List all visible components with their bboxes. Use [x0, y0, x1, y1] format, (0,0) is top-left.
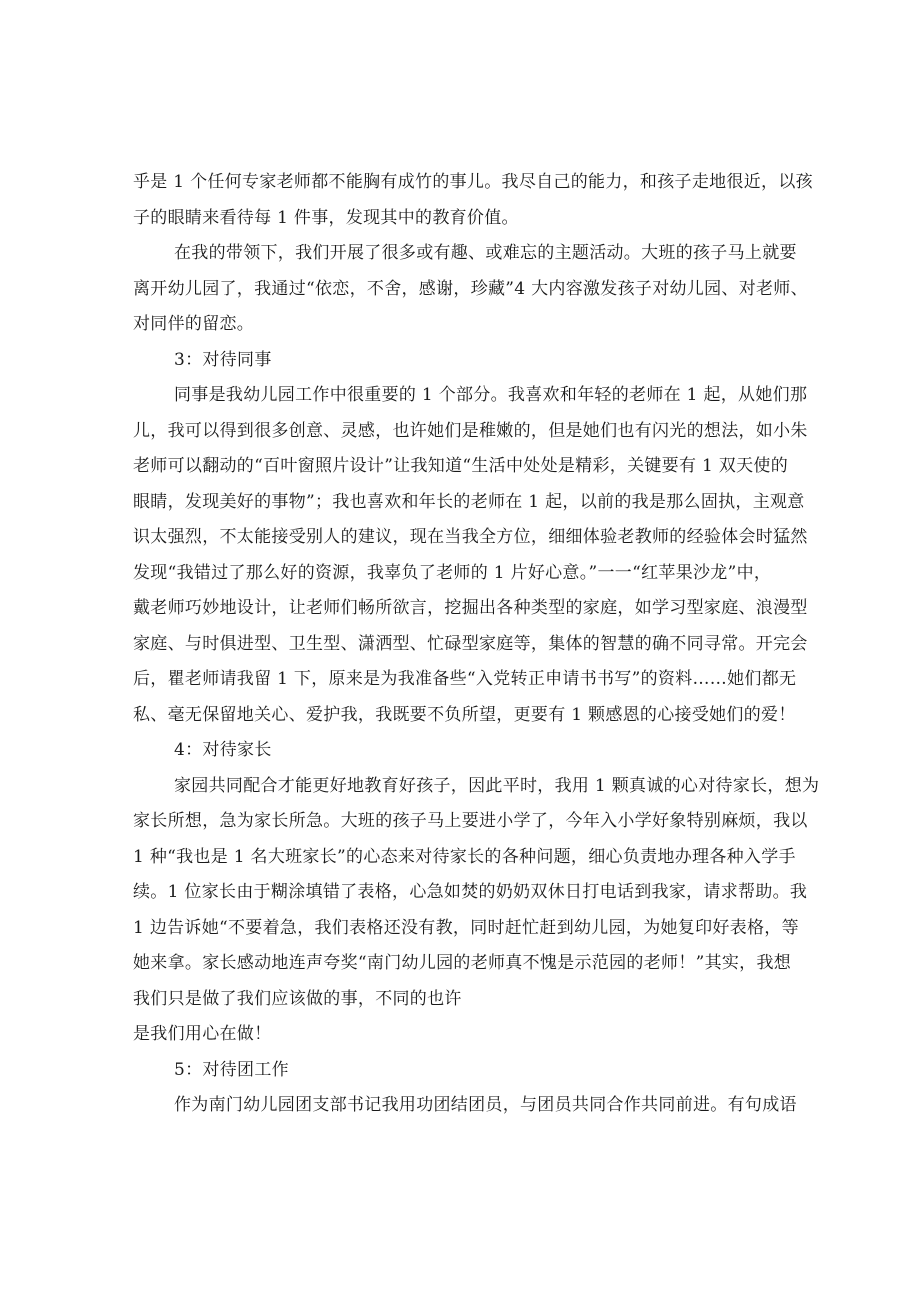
paragraph-line: 子的眼睛来看待每 1 件事，发现其中的教育价值。	[133, 208, 519, 228]
paragraph-line: 儿，我可以得到很多创意、灵感，也许她们是稚嫩的，但是她们也有闪光的想法，如小朱	[133, 421, 808, 441]
paragraph-line: 我们只是做了我们应该做的事，不同的也许	[133, 989, 462, 1009]
paragraph-line: 戴老师巧妙地设计，让老师们畅所欲言，挖掘出各种类型的家庭，如学习型家庭、浪漫型	[133, 598, 808, 618]
paragraph-line: 私、毫无保留地关心、爱护我，我既要不负所望，更要有 1 颗感恩的心接受她们的爱！	[133, 705, 796, 725]
paragraph-line: 她来拿。家长感动地连声夸奖“南门幼儿园的老师真不愧是示范园的老师！”其实，我想	[133, 953, 792, 973]
paragraph-line: 同事是我幼儿园工作中很重要的 1 个部分。我喜欢和年轻的老师在 1 起，从她们那	[174, 385, 808, 405]
section-heading: 4：对待家长	[174, 740, 272, 760]
paragraph-line: 是我们用心在做！	[133, 1024, 272, 1044]
paragraph-line: 作为南门幼儿园团支部书记我用功团结团员，与团员共同合作共同前进。有句成语	[174, 1095, 797, 1115]
paragraph-line: 老师可以翻动的“百叶窗照片设计”让我知道“生活中处处是精彩，关键要有 1 双天使的	[133, 456, 788, 476]
paragraph-line: 识太强烈，不太能接受别人的建议，现在当我全方位，细细体验老教师的经验体会时猛然	[133, 527, 808, 547]
paragraph-line: 家长所想，急为家长所急。大班的孩子马上要进小学了，今年入小学好象特别麻烦，我以	[133, 811, 808, 831]
paragraph-line: 续。1 位家长由于糊涂填错了表格，心急如焚的奶奶双休日打电话到我家，请求帮助。我	[133, 882, 808, 902]
paragraph-line: 眼睛，发现美好的事物”；我也喜欢和年长的老师在 1 起，以前的我是那么固执，主观意	[133, 492, 805, 512]
paragraph-line: 发现“我错过了那么好的资源，我辜负了老师的 1 片好心意。”一一“红苹果沙龙”中，	[133, 563, 772, 583]
section-heading: 3：对待同事	[174, 350, 272, 370]
paragraph-line: 在我的带领下，我们开展了很多或有趣、或难忘的主题活动。大班的孩子马上就要	[174, 243, 797, 263]
paragraph-line: 后，瞿老师请我留 1 下，原来是为我准备些“入党转正申请书书写”的资料……她们都无	[133, 669, 797, 689]
paragraph-line: 离开幼儿园了，我通过“依恋，不舍，感谢，珍藏”4 大内容激发孩子对幼儿园、对老师、	[133, 279, 808, 299]
paragraph-line: 家庭、与时俱进型、卫生型、潇洒型、忙碌型家庭等，集体的智慧的确不同寻常。开完会	[133, 634, 808, 654]
paragraph-line: 家园共同配合才能更好地教育好孩子，因此平时，我用 1 颗真诚的心对待家长，想为	[174, 776, 820, 796]
paragraph-line: 对同伴的留恋。	[133, 314, 255, 334]
section-heading: 5：对待团工作	[174, 1060, 289, 1080]
paragraph-line: 1 边告诉她“不要着急，我们表格还没有教，同时赶忙赶到幼儿园，为她复印好表格，等	[133, 918, 799, 938]
paragraph-line: 1 种“我也是 1 名大班家长”的心态来对待家长的各种问题，细心负责地办理各种入学手	[133, 847, 796, 867]
paragraph-line: 乎是 1 个任何专家老师都不能胸有成竹的事儿。我尽自己的能力，和孩子走地很近，以孩	[133, 172, 813, 192]
